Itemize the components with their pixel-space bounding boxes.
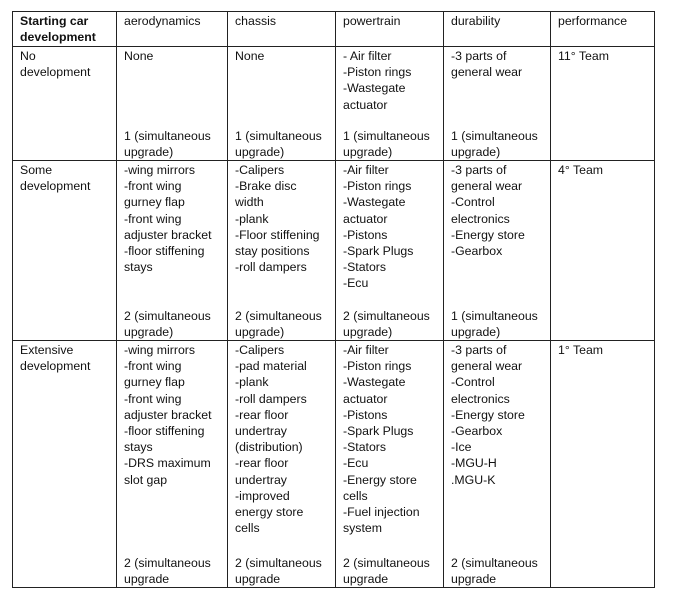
durability-upgrade: 2 (simultaneous upgrade	[451, 555, 542, 586]
list-item: -Stators	[343, 260, 387, 275]
aerodynamics-cell	[117, 161, 228, 341]
performance-cell: 1° Team	[551, 341, 655, 588]
list-item: -Energy store cells	[343, 472, 421, 503]
chassis-items	[235, 48, 328, 64]
table-row	[13, 161, 655, 341]
list-item: -front wing adjuster bracket	[124, 211, 212, 242]
performance-cell: 11° Team	[551, 47, 655, 161]
list-item: - Air filter	[343, 49, 392, 63]
list-item: -Control electronics	[451, 195, 510, 226]
list-item: -Calipers	[235, 343, 285, 357]
powertrain-cell	[336, 47, 444, 161]
list-item: -rear floor undertray (distribution)	[235, 407, 303, 455]
aerodynamics-items	[124, 48, 220, 64]
list-item: -Pistons	[343, 407, 388, 422]
list-item: -Floor stiffening stay positions	[235, 227, 323, 259]
list-item: -3 parts of general wear	[451, 49, 523, 80]
chassis-upgrade: 1 (simultaneous upgrade)	[235, 128, 326, 159]
list-item: -Brake disc width	[235, 179, 300, 210]
development-table	[12, 11, 655, 588]
list-item: -roll dampers	[235, 391, 307, 406]
header-starting-car-development: Starting car development	[13, 12, 117, 47]
durability-cell	[444, 47, 551, 161]
list-item: -Gearbox	[451, 244, 503, 259]
list-item: -3 parts of general wear	[451, 163, 523, 194]
list-item: -Wastegate actuator	[343, 375, 409, 406]
aerodynamics-items	[124, 162, 220, 275]
list-item: None	[235, 49, 265, 63]
powertrain-items	[343, 162, 436, 292]
list-item: -front wing gurney flap	[124, 179, 185, 210]
row-label: No development	[13, 47, 117, 161]
aerodynamics-cell	[117, 341, 228, 588]
header-row	[13, 12, 655, 47]
list-item: -Ice	[451, 440, 472, 455]
header-chassis: chassis	[228, 12, 336, 47]
header-powertrain: powertrain	[336, 12, 444, 47]
list-item: -plank	[235, 375, 269, 390]
list-item: -Piston rings	[343, 179, 412, 194]
list-item: -Gearbox	[451, 424, 503, 439]
list-item: -roll dampers	[235, 260, 307, 275]
list-item: -DRS maximum slot gap	[124, 456, 215, 487]
list-item: -floor stiffening stays	[124, 424, 208, 455]
aerodynamics-upgrade: 2 (simultaneous upgrade	[124, 555, 215, 586]
list-item: -pad material	[235, 359, 307, 374]
list-item: -floor stiffening stays	[124, 244, 208, 275]
list-item: -Spark Plugs	[343, 244, 414, 259]
list-item: -front wing gurney flap	[124, 359, 185, 390]
chassis-upgrade: 2 (simultaneous upgrade)	[235, 308, 326, 339]
powertrain-upgrade: 1 (simultaneous upgrade)	[343, 128, 434, 159]
durability-items	[451, 48, 543, 80]
durability-upgrade: 1 (simultaneous upgrade)	[451, 308, 542, 339]
powertrain-items	[343, 48, 436, 113]
list-item: -Piston rings	[343, 65, 412, 80]
chassis-upgrade: 2 (simultaneous upgrade	[235, 555, 326, 586]
list-item: -wing mirrors	[124, 343, 196, 357]
durability-items	[451, 342, 543, 488]
list-item: -Calipers	[235, 163, 285, 177]
list-item: -plank	[235, 211, 269, 226]
list-item: -Pistons	[343, 227, 388, 242]
powertrain-cell	[336, 341, 444, 588]
list-item: -Wastegate actuator	[343, 195, 409, 226]
powertrain-cell	[336, 161, 444, 341]
list-item: -rear floor undertray	[235, 456, 292, 487]
powertrain-items	[343, 342, 436, 536]
aerodynamics-cell	[117, 47, 228, 161]
row-label: Extensive development	[13, 341, 117, 588]
header-performance: performance	[551, 12, 655, 47]
list-item: -Ecu	[343, 276, 369, 291]
list-item: -Air filter	[343, 163, 389, 177]
table-row	[13, 47, 655, 161]
list-item: -Wastegate actuator	[343, 81, 409, 112]
durability-items	[451, 162, 543, 259]
aerodynamics-items	[124, 342, 220, 488]
chassis-cell	[228, 161, 336, 341]
chassis-cell	[228, 341, 336, 588]
table-row	[13, 341, 655, 588]
list-item: -improved energy store cells	[235, 488, 307, 536]
list-item: -Control electronics	[451, 375, 510, 406]
powertrain-upgrade: 2 (simultaneous upgrade)	[343, 308, 434, 339]
list-item: -Air filter	[343, 343, 389, 357]
list-item: -MGU-H	[451, 456, 497, 471]
chassis-items	[235, 342, 328, 536]
list-item: -Piston rings	[343, 359, 412, 374]
list-item: None	[124, 49, 154, 63]
aerodynamics-upgrade: 2 (simultaneous upgrade)	[124, 308, 215, 339]
powertrain-upgrade: 2 (simultaneous upgrade	[343, 555, 434, 586]
row-label: Some development	[13, 161, 117, 341]
list-item: -front wing adjuster bracket	[124, 391, 212, 422]
chassis-items	[235, 162, 328, 275]
list-item: -Stators	[343, 440, 387, 455]
list-item: -Fuel injection system	[343, 505, 423, 536]
header-aerodynamics: aerodynamics	[117, 12, 228, 47]
chassis-cell	[228, 47, 336, 161]
list-item: -Energy store	[451, 407, 525, 422]
list-item: -Spark Plugs	[343, 424, 414, 439]
performance-cell: 4° Team	[551, 161, 655, 341]
list-item: -3 parts of general wear	[451, 343, 523, 374]
durability-cell	[444, 341, 551, 588]
durability-cell	[444, 161, 551, 341]
list-item: -Ecu	[343, 456, 369, 471]
list-item: -Energy store	[451, 227, 525, 242]
list-item: .MGU-K	[451, 472, 496, 487]
list-item: -wing mirrors	[124, 163, 196, 177]
aerodynamics-upgrade: 1 (simultaneous upgrade)	[124, 128, 215, 159]
durability-upgrade: 1 (simultaneous upgrade)	[451, 128, 542, 159]
header-durability: durability	[444, 12, 551, 47]
